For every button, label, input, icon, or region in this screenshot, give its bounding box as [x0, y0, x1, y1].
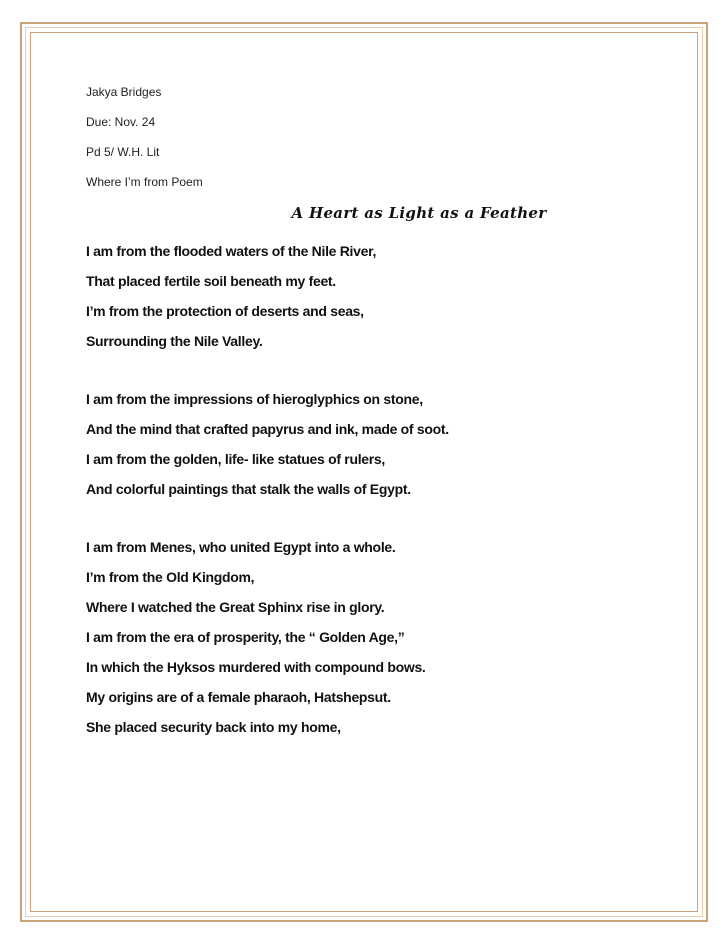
stanza-3 — [86, 538, 666, 748]
assignment-title: Where I’m from Poem — [86, 175, 203, 189]
poem-line: My origins are of a female pharaoh, Hatshepsut. — [86, 689, 391, 705]
poem-line: Where I watched the Great Sphinx rise in glory. — [86, 599, 385, 615]
poem-line: I am from Menes, who united Egypt into a whole. — [86, 539, 396, 555]
stanza-gap — [86, 510, 666, 538]
due-date: Due: Nov. 24 — [86, 115, 156, 129]
class-period: Pd 5/ W.H. Lit — [86, 145, 160, 159]
poem-line: And colorful paintings that stalk the walls of Egypt. — [86, 481, 411, 497]
stanza-2 — [86, 390, 666, 510]
poem-line: I am from the era of prosperity, the “ Golden Age,” — [86, 629, 405, 645]
student-name: Jakya Bridges — [86, 85, 162, 99]
poem-line: And the mind that crafted papyrus and ink, made of soot. — [86, 421, 449, 437]
poem-line: She placed security back into my home, — [86, 719, 341, 735]
stanza-gap — [86, 362, 666, 390]
poem-line: I am from the impressions of hieroglyphics on stone, — [86, 391, 423, 407]
poem-line: In which the Hyksos murdered with compound bows. — [86, 659, 426, 675]
poem-title: A Heart as Light as a Feather — [291, 204, 547, 222]
document-body — [86, 84, 666, 748]
stanza-1 — [86, 242, 666, 362]
poem-line: Surrounding the Nile Valley. — [86, 333, 263, 349]
poem-line: I’m from the Old Kingdom, — [86, 569, 255, 585]
poem-line: I’m from the protection of deserts and seas, — [86, 303, 364, 319]
poem-line: I am from the flooded waters of the Nile River, — [86, 243, 377, 259]
poem-line: That placed fertile soil beneath my feet. — [86, 273, 336, 289]
poem-line: I am from the golden, life- like statues of rulers, — [86, 451, 385, 467]
